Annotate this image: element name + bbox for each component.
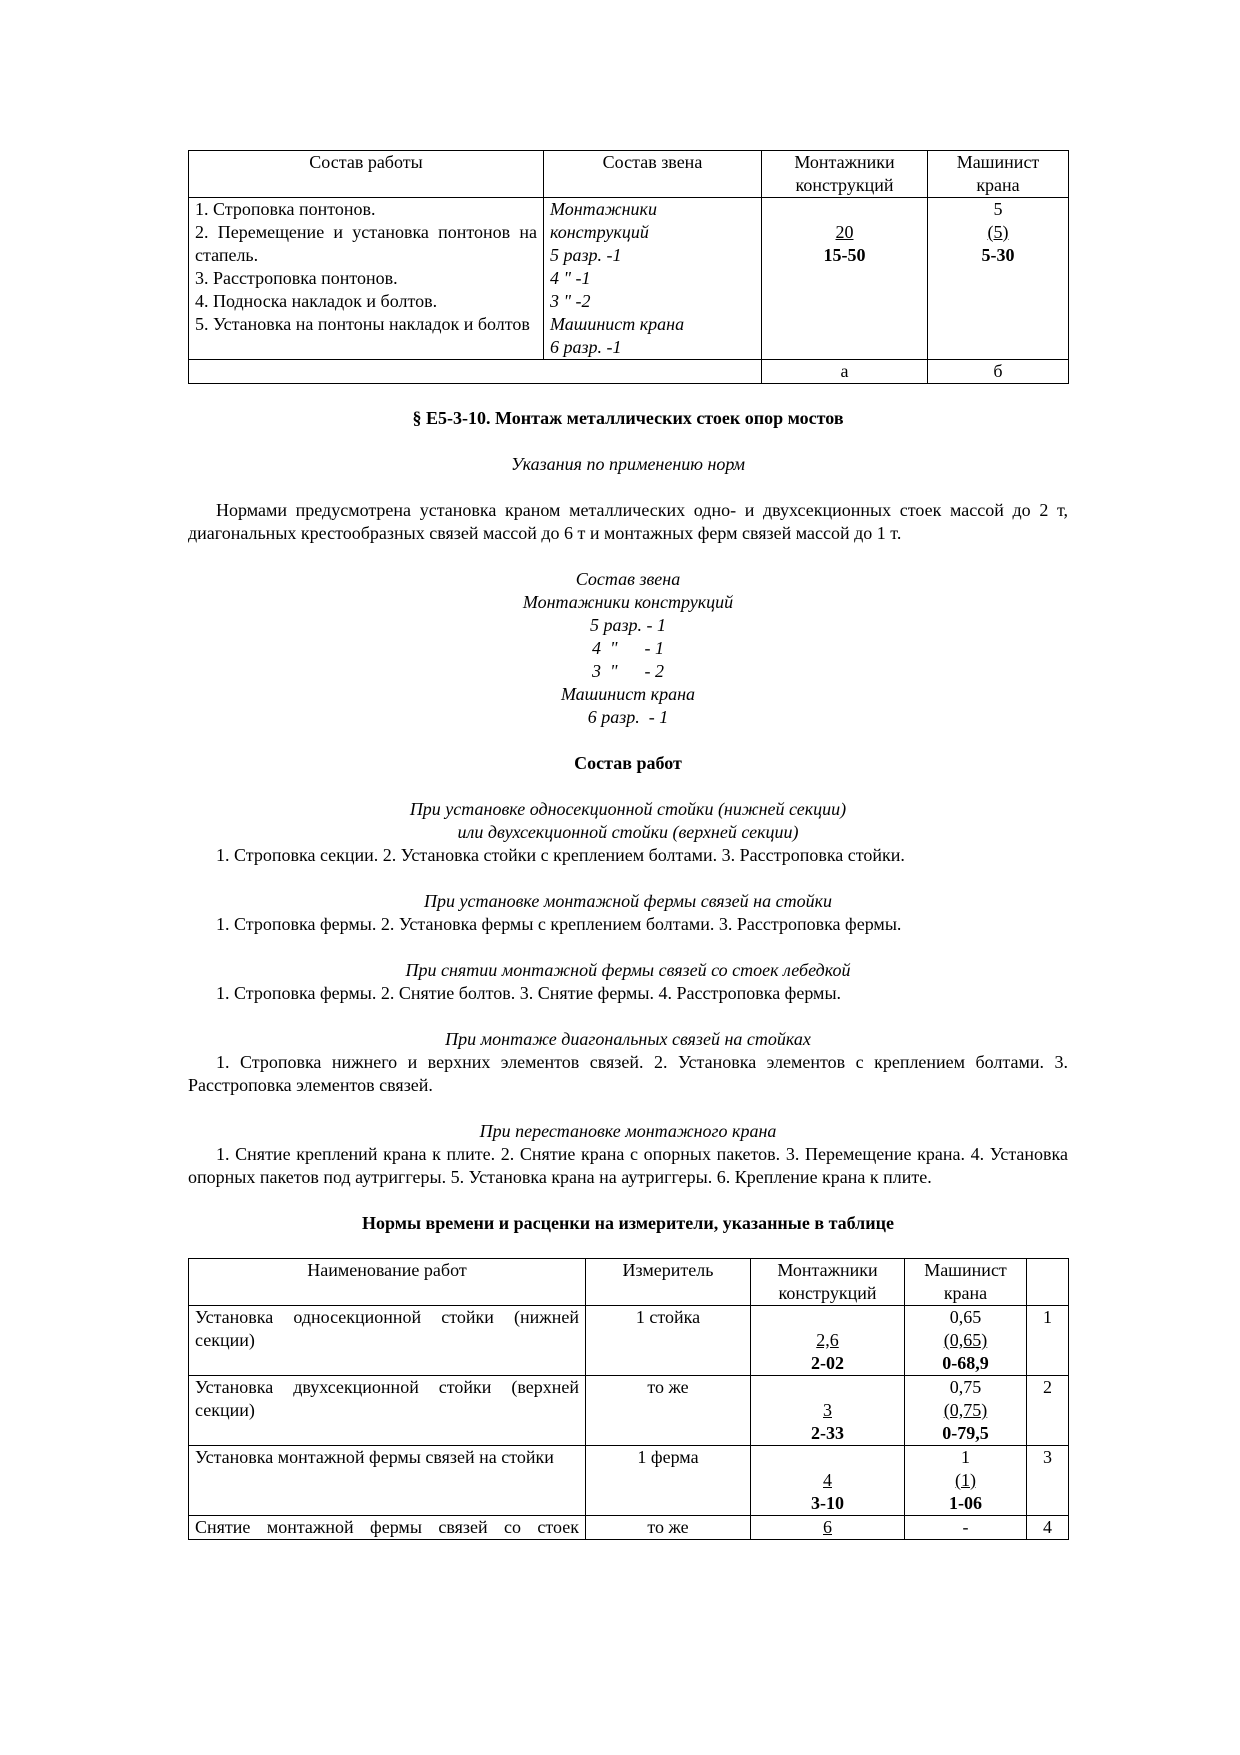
table-row bbox=[189, 1376, 1069, 1446]
table-row bbox=[189, 1306, 1069, 1376]
work-subtitle: При установке монтажной фермы связей на стойки bbox=[423, 891, 833, 911]
footer-a: а bbox=[762, 360, 928, 384]
crew-line: 5 разр. -1 bbox=[550, 245, 622, 265]
header-mashinist: Машинист крана bbox=[905, 1259, 1027, 1306]
row-k-top: 0,65 bbox=[949, 1307, 982, 1327]
row-num: 2 bbox=[1027, 1376, 1069, 1446]
header-crew: Состав звена bbox=[544, 151, 762, 198]
row-name: Установка двухсекционной стойки (верхней секции) bbox=[189, 1376, 586, 1446]
row-name: Установка монтажной фермы связей на стойки bbox=[189, 1446, 586, 1516]
crew-line: 4 " - 1 bbox=[591, 638, 665, 658]
row-m-norm: 4 bbox=[823, 1470, 832, 1490]
row-m-norm: 3 bbox=[823, 1400, 832, 1420]
crew-line: конструкций bbox=[550, 222, 649, 242]
section-title: § Е5-3-10. Монтаж металлических стоек опор мостов bbox=[412, 408, 844, 428]
work-item: 5. Установка на понтоны накладок и болтов bbox=[195, 314, 530, 334]
row-m-price: 2-33 bbox=[811, 1423, 844, 1443]
row-unit: 1 ферма bbox=[586, 1446, 751, 1516]
work-item: 4. Подноска накладок и болтов. bbox=[195, 291, 438, 311]
work-text: 1. Снятие креплений крана к плите. 2. Снятие крана с опорных пакетов. 3. Перемещение крана. 4. Установка опорных пакетов под аутриггеры. 5. Установка крана на аутриггеры. 6. Крепление крана к плите. bbox=[188, 1144, 1068, 1187]
document-page bbox=[188, 150, 1068, 1540]
work-title: Состав работ bbox=[574, 753, 682, 773]
row-k-norm: (0,65) bbox=[943, 1330, 988, 1350]
row-num: 4 bbox=[1027, 1516, 1069, 1540]
row-m-norm: 2,6 bbox=[816, 1330, 839, 1350]
header-work: Состав работы bbox=[189, 151, 544, 198]
table-footer-row bbox=[189, 360, 1069, 384]
work-text: 1. Строповка секции. 2. Установка стойки с креплением болтами. 3. Расстроповка стойки. bbox=[216, 845, 905, 865]
work-subtitle: При снятии монтажной фермы связей со стоек лебедкой bbox=[405, 960, 851, 980]
crew-line: 3 " -2 bbox=[550, 291, 591, 311]
row-num: 1 bbox=[1027, 1306, 1069, 1376]
work-text: 1. Строповка фермы. 2. Снятие болтов. 3. Снятие фермы. 4. Расстроповка фермы. bbox=[216, 983, 842, 1003]
crew-line: Монтажники bbox=[550, 199, 657, 219]
row-k-norm: (0,75) bbox=[943, 1400, 988, 1420]
work-text: 1. Строповка нижнего и верхних элементов связей. 2. Установка элементов с креплением болтами. 3. Расстроповка элементов связей. bbox=[188, 1052, 1068, 1095]
crew-line: Машинист крана bbox=[560, 684, 696, 704]
header-mashinist: Машинист крана bbox=[928, 151, 1069, 198]
row-k-price: 0-68,9 bbox=[942, 1353, 989, 1373]
crew-title: Состав звена bbox=[575, 569, 681, 589]
crew-line: 5 разр. - 1 bbox=[589, 615, 667, 635]
guidance-title: Указания по применению норм bbox=[511, 454, 745, 474]
row-num: 3 bbox=[1027, 1446, 1069, 1516]
crew-cell bbox=[544, 198, 762, 360]
row-m-price: 2-02 bbox=[811, 1353, 844, 1373]
mashinist-norm: (5) bbox=[987, 222, 1009, 242]
header-montazh: Монтажники конструкций bbox=[762, 151, 928, 198]
crew-line: Монтажники конструкций bbox=[522, 592, 734, 612]
mashinist-cell bbox=[928, 198, 1069, 360]
montazh-norm: 20 bbox=[835, 222, 854, 242]
work-items-cell bbox=[189, 198, 544, 360]
table-row bbox=[189, 1446, 1069, 1516]
work-item: 2. Перемещение и установка понтонов на стапель. bbox=[195, 222, 537, 265]
row-unit: 1 стойка bbox=[586, 1306, 751, 1376]
row-k-top: - bbox=[905, 1516, 1027, 1540]
work-subtitle: или двухсекционной стойки (верхней секции) bbox=[457, 822, 799, 842]
crew-line: 6 разр. - 1 bbox=[587, 707, 669, 727]
table-header-row bbox=[189, 1259, 1069, 1306]
row-k-top: 1 bbox=[961, 1447, 970, 1467]
row-name: Снятие монтажной фермы связей со стоек bbox=[189, 1516, 586, 1540]
work-subtitle: При перестановке монтажного крана bbox=[479, 1121, 777, 1141]
crew-line: 6 разр. -1 bbox=[550, 337, 622, 357]
work-text: 1. Строповка фермы. 2. Установка фермы с креплением болтами. 3. Расстроповка фермы. bbox=[216, 914, 902, 934]
table-row bbox=[189, 198, 1069, 360]
row-unit: то же bbox=[586, 1516, 751, 1540]
footer-b: б bbox=[928, 360, 1069, 384]
crew-table bbox=[188, 150, 1069, 384]
montazh-price: 15-50 bbox=[823, 245, 866, 265]
row-k-top: 0,75 bbox=[949, 1377, 982, 1397]
header-montazh: Монтажники конструкций bbox=[751, 1259, 905, 1306]
work-item: 3. Расстроповка понтонов. bbox=[195, 268, 398, 288]
crew-line: 3 " - 2 bbox=[591, 661, 665, 681]
norms-table bbox=[188, 1258, 1069, 1540]
row-name: Установка односекционной стойки (нижней секции) bbox=[189, 1306, 586, 1376]
table-header-row bbox=[189, 151, 1069, 198]
work-subtitle: При монтаже диагональных связей на стойках bbox=[445, 1029, 811, 1049]
crew-line: Машинист крана bbox=[550, 314, 685, 334]
work-item: 1. Строповка понтонов. bbox=[195, 199, 376, 219]
row-k-price: 1-06 bbox=[949, 1493, 982, 1513]
norms-title: Нормы времени и расценки на измерители, указанные в таблице bbox=[361, 1213, 895, 1233]
header-num bbox=[1027, 1259, 1069, 1306]
mashinist-top: 5 bbox=[993, 199, 1003, 219]
row-m-norm: 6 bbox=[751, 1516, 905, 1540]
header-name: Наименование работ bbox=[189, 1259, 586, 1306]
crew-line: 4 " -1 bbox=[550, 268, 591, 288]
guidance-text: Нормами предусмотрена установка краном металлических одно- и двухсекционных стоек массой до 2 т, диагональных крестообразных связей массой до 6 т и монтажных ферм связей массой до 1 т. bbox=[188, 500, 1068, 543]
montazh-cell bbox=[762, 198, 928, 360]
row-k-norm: (1) bbox=[955, 1470, 976, 1490]
table-row bbox=[189, 1516, 1069, 1540]
row-unit: то же bbox=[586, 1376, 751, 1446]
header-unit: Измеритель bbox=[586, 1259, 751, 1306]
row-k-price: 0-79,5 bbox=[942, 1423, 989, 1443]
mashinist-price: 5-30 bbox=[981, 245, 1015, 265]
row-m-price: 3-10 bbox=[811, 1493, 844, 1513]
work-subtitle: При установке односекционной стойки (нижней секции) bbox=[409, 799, 847, 819]
